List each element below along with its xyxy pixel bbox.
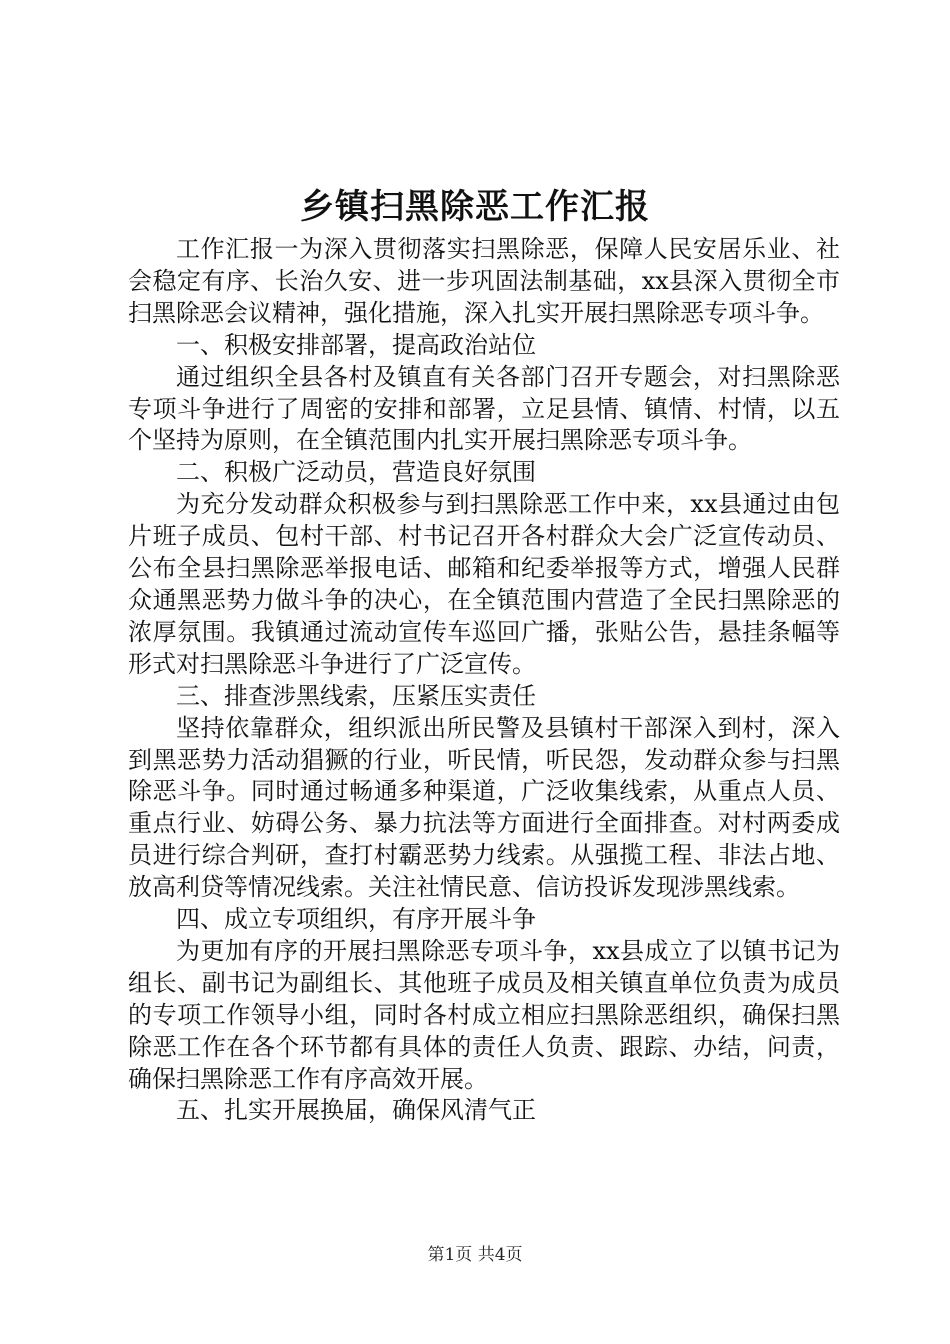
intro-paragraph: 工作汇报一为深入贯彻落实扫黑除恶，保障人民安居乐业、社会稳定有序、长治久安、进一步巩固法制基础，xx县深入贯彻全市扫黑除恶会议精神，强化措施，深入扎实开展扫黑除恶专项斗争。: [128, 235, 840, 327]
section-2-heading: 二、积极广泛动员，营造良好氛围: [176, 458, 536, 487]
page-number-footer: 第1页 共4页: [427, 1245, 523, 1265]
section-1-heading: 一、积极安排部署，提高政治站位: [176, 330, 536, 359]
section-3-heading: 三、排查涉黑线索，压紧压实责任: [176, 681, 536, 710]
section-4-paragraph: 为更加有序的开展扫黑除恶专项斗争，xx县成立了以镇书记为组长、副书记为副组长、其他班子成员及相关镇直单位负责为成员的专项工作领导小组，同时各村成立相应扫黑除恶组织，确保扫黑除恶工作在各个环节都有具体的责任人负责、跟踪、办结，问责，确保扫黑除恶工作有序高效开展。: [128, 936, 840, 1093]
section-4-heading: 四、成立专项组织，有序开展斗争: [176, 905, 536, 934]
section-1-paragraph: 通过组织全县各村及镇直有关各部门召开专题会，对扫黑除恶专项斗争进行了周密的安排和部署，立足县情、镇情、村情，以五个坚持为原则，在全镇范围内扎实开展扫黑除恶专项斗争。: [128, 362, 840, 455]
section-3-paragraph: 坚持依靠群众，组织派出所民警及县镇村干部深入到村，深入到黑恶势力活动猖獗的行业，听民情，听民怨，发动群众参与扫黑除恶斗争。同时通过畅通多种渠道，广泛收集线索，从重点人员、重点行业、妨碍公务、暴力抗法等方面进行全面排查。对村两委成员进行综合判研，查打村霸恶势力线索。从强揽工程、非法占地、放高利贷等情况线索。关注社情民意、信访投诉发现涉黑线索。: [128, 713, 840, 902]
section-5-heading: 五、扎实开展换届，确保风清气正: [176, 1096, 536, 1125]
document-title: 乡镇扫黑除恶工作汇报: [300, 187, 650, 227]
section-2-paragraph: 为充分发动群众积极参与到扫黑除恶工作中来，xx县通过由包片班子成员、包村干部、村书记召开各村群众大会广泛宣传动员、公布全县扫黑除恶举报电话、邮箱和纪委举报等方式，增强人民群众通黑恶势力做斗争的决心，在全镇范围内营造了全民扫黑除恶的浓厚氛围。我镇通过流动宣传车巡回广播，张贴公告，悬挂条幅等形式对扫黑除恶斗争进行了广泛宣传。: [128, 490, 840, 678]
document-body: [128, 234, 840, 1127]
